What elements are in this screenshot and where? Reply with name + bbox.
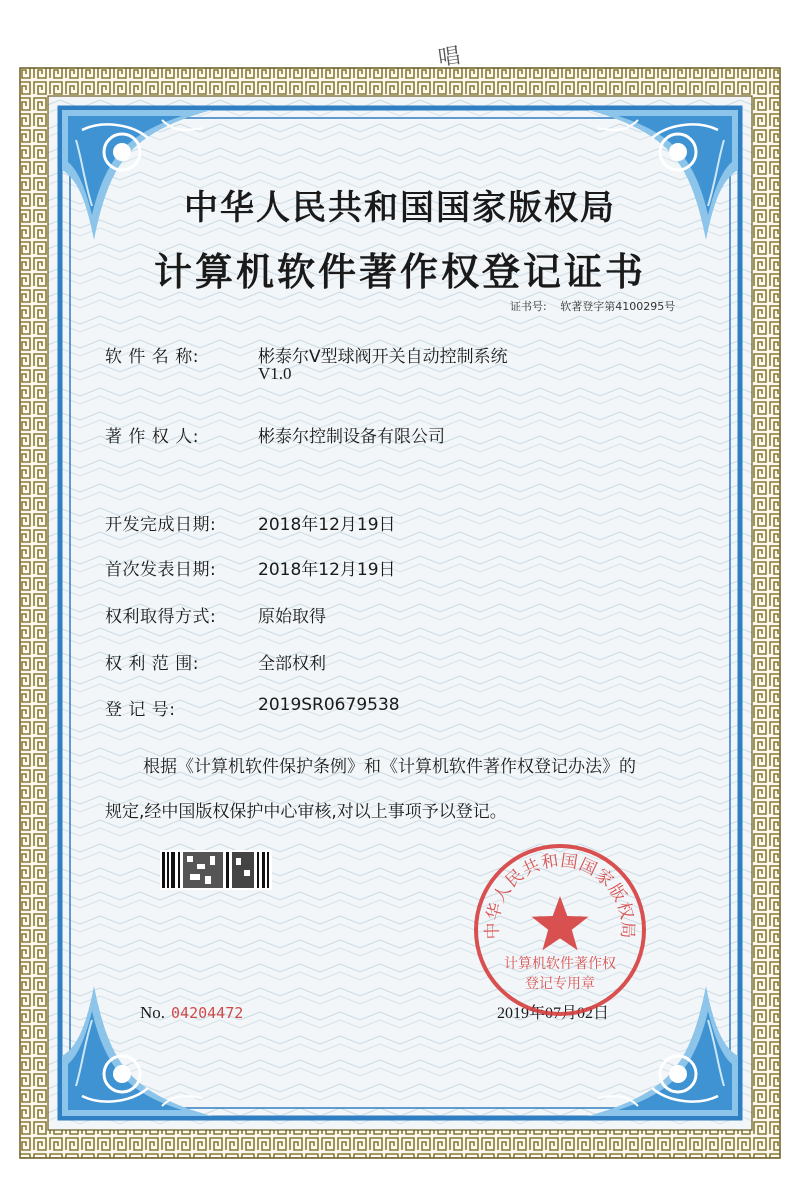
field-value-copyright-owner: 彬泰尔控制设备有限公司 [258, 427, 445, 447]
seal-star-icon [532, 896, 589, 950]
field-label-acquisition-method: 权利取得方式: [105, 607, 217, 627]
field-value-registration-number: 2019SR0679538 [258, 695, 400, 715]
field-value-acquisition-method: 原始取得 [258, 607, 326, 627]
field-value-development-date: 2018年12月19日 [258, 515, 396, 535]
field-label-publication-date: 首次发表日期: [105, 560, 217, 580]
field-value-software-version: V1.0 [258, 364, 292, 383]
handwritten-mark: 唱 [436, 43, 462, 72]
certificate-number [510, 298, 675, 314]
field-label-copyright-owner: 著 作 权 人: [105, 427, 199, 447]
field-label-software-name: 软 件 名 称: [105, 347, 199, 367]
serial-number-label: No. [140, 1003, 166, 1022]
statement-line-1: 根据《计算机软件保护条例》和《计算机软件著作权登记办法》的 [143, 757, 636, 777]
issuer-title: 中华人民共和国国家版权局 [184, 188, 616, 228]
serial-number-value: 04204472 [171, 1004, 244, 1022]
field-value-rights-scope: 全部权利 [258, 654, 326, 674]
certificate-number-value: 软著登字第4100295号 [560, 300, 676, 313]
seal-inner-line-2: 登记专用章 [525, 976, 595, 992]
seal-outer-text: 中华人民共和国国家版权局 [482, 850, 638, 940]
field-label-rights-scope: 权 利 范 围: [105, 654, 199, 674]
official-seal [470, 840, 650, 1020]
statement-line-2: 规定,经中国版权保护中心审核,对以上事项予以登记。 [105, 802, 507, 822]
barcode [160, 850, 272, 890]
certificate-title: 计算机软件著作权登记证书 [153, 249, 646, 294]
field-label-development-date: 开发完成日期: [105, 515, 217, 535]
field-value-publication-date: 2018年12月19日 [258, 560, 396, 580]
certificate-number-label: 证书号: [510, 300, 547, 313]
field-value-software-name: 彬泰尔V型球阀开关自动控制系统 [258, 347, 508, 367]
seal-inner-line-1: 计算机软件著作权 [504, 956, 616, 972]
issue-date: 2019年07月02日 [497, 1005, 610, 1022]
serial-number [140, 1003, 243, 1023]
field-label-registration-number: 登 记 号: [105, 700, 176, 720]
